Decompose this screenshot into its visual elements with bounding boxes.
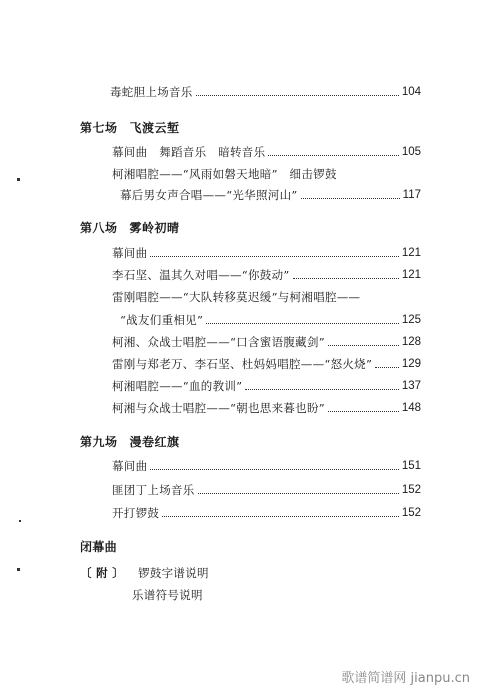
dot-leader xyxy=(196,95,399,96)
scene-name: 雾岭初晴 xyxy=(129,220,180,235)
entry-title: 雷刚唱腔——“大队转移莫迟缓”与柯湘唱腔—— xyxy=(112,290,361,304)
appendix-item: 锣鼓字谱说明 xyxy=(138,566,209,580)
dot-leader xyxy=(198,493,399,494)
scene-heading xyxy=(80,117,180,137)
entry-page: 105 xyxy=(401,146,421,158)
toc-entry xyxy=(112,164,337,184)
dot-leader xyxy=(150,469,398,470)
dot-leader xyxy=(162,516,399,517)
toc-entry xyxy=(120,185,421,205)
dot-leader xyxy=(268,155,398,156)
toc-entry xyxy=(112,287,360,307)
entry-title: “战友们重相见” xyxy=(120,313,204,327)
entry-page: 151 xyxy=(401,460,421,472)
entry-title: 幕间曲 xyxy=(112,246,148,260)
dot-leader xyxy=(293,278,399,279)
scan-speck xyxy=(17,178,20,181)
entry-title: 柯湘与众战士唱腔——“朝也思来暮也盼” xyxy=(112,401,325,415)
scan-speck xyxy=(19,520,21,522)
entry-page: 104 xyxy=(401,86,421,98)
entry-title: 幕间曲 舞蹈音乐 暗转音乐 xyxy=(112,145,266,159)
dot-leader xyxy=(328,411,399,412)
dot-leader xyxy=(206,323,399,324)
entry-title: 李石坚、温其久对唱——“你鼓动” xyxy=(112,268,290,282)
toc-entry xyxy=(120,310,421,330)
dot-leader xyxy=(150,256,398,257)
entry-page: 128 xyxy=(401,336,421,348)
dot-leader xyxy=(375,367,399,368)
entry-page: 121 xyxy=(401,247,421,259)
entry-page: 121 xyxy=(401,269,421,281)
entry-page: 152 xyxy=(401,484,421,496)
scene-heading xyxy=(80,431,180,451)
appendix-row xyxy=(132,585,203,605)
scan-speck xyxy=(17,568,20,571)
watermark: 歌谱简谱网 jianpu.cn xyxy=(341,671,470,686)
toc-entry xyxy=(112,142,421,162)
toc-entry xyxy=(112,480,421,500)
entry-page: 117 xyxy=(402,189,421,201)
toc-entry xyxy=(112,243,421,263)
entry-title: 柯湘、众战士唱腔——“口含蜜语腹藏剑” xyxy=(112,335,325,349)
toc-entry xyxy=(112,265,421,285)
toc-entry xyxy=(112,332,421,352)
scene-number: 第九场 xyxy=(80,434,118,449)
entry-page: 137 xyxy=(401,380,421,392)
entry-title: 柯湘唱腔——“风雨如磐天地暗” 细击锣鼓 xyxy=(112,167,337,181)
entry-title: 柯湘唱腔——“血的教训” xyxy=(112,379,243,393)
toc-entry xyxy=(112,376,421,396)
entry-title: 开打锣鼓 xyxy=(112,506,160,520)
entry-title: 幕间曲 xyxy=(112,459,148,473)
entry-title: 匪团丁上场音乐 xyxy=(112,483,195,497)
toc-entry xyxy=(112,354,421,374)
appendix-label: 〔 附 〕 xyxy=(80,566,125,580)
entry-page: 125 xyxy=(401,314,421,326)
scene-name: 飞渡云堑 xyxy=(129,120,180,135)
toc-entry xyxy=(112,503,421,523)
entry-title: 雷刚与郑老万、李石坚、杜妈妈唱腔——“怒火烧” xyxy=(112,357,373,371)
dot-leader xyxy=(328,345,399,346)
toc-entry xyxy=(112,398,421,418)
scene-number: 第八场 xyxy=(80,220,118,235)
entry-page: 148 xyxy=(401,402,421,414)
entry-page: 152 xyxy=(401,507,421,519)
dot-leader xyxy=(301,198,400,199)
closing-title: 闭幕曲 xyxy=(80,539,117,554)
toc-entry xyxy=(110,82,421,102)
dot-leader xyxy=(245,389,398,390)
scene-heading xyxy=(80,217,180,237)
entry-title: 幕后男女声合唱——“光华照河山” xyxy=(120,188,298,202)
closing-heading xyxy=(80,536,117,556)
entry-page: 129 xyxy=(401,358,421,370)
appendix-row xyxy=(80,563,209,583)
appendix-item: 乐谱符号说明 xyxy=(132,588,203,602)
entry-title: 毒蛇胆上场音乐 xyxy=(110,85,193,99)
scene-number: 第七场 xyxy=(80,120,118,135)
toc-entry xyxy=(112,456,421,476)
scene-name: 漫卷红旗 xyxy=(129,434,180,449)
